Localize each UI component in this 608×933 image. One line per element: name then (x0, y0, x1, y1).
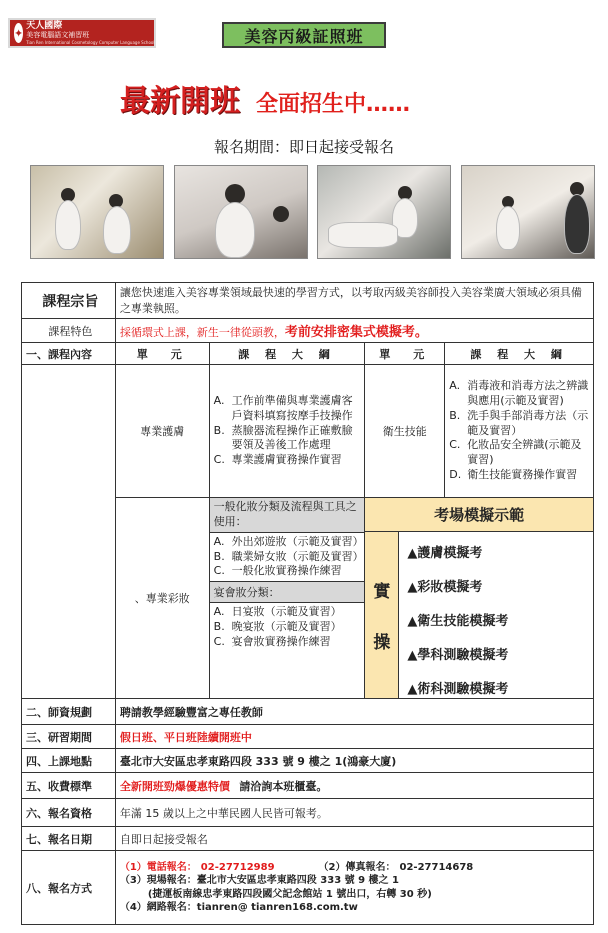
teachers-text: 聘請教學經驗豐富之專任教師 (115, 699, 593, 725)
onsite-note: (捷運板南線忠孝東路四段國父記念館站 1 號出口，右轉 30 秒) (147, 888, 432, 900)
sim-item: ▲彩妝模擬考 (407, 579, 483, 595)
course-title: 美容丙級証照班 (222, 22, 386, 48)
date-label: 七、報名日期 (22, 827, 116, 851)
school-logo (8, 18, 156, 48)
classroom-photo-1 (30, 165, 164, 259)
method-label: 八、報名方式 (22, 851, 116, 925)
unit-skincare-item: 專業護膚實務操作實習 (231, 453, 342, 467)
makeup-item: 日宴妝（示範及實習） (231, 605, 342, 619)
sim-side-char-1: 實 (373, 582, 391, 602)
exam-simulation-box (365, 498, 594, 699)
location-text: 臺北市大安區忠孝東路四段 333 號 9 樓之 1(鴻豪大廈) (115, 749, 593, 773)
headline-main: 最新開班 (120, 84, 240, 119)
unit-hygiene-item: 洗手與手部消毒方法（示範及實習） (467, 408, 589, 437)
fax-number: 02-27714678 (399, 861, 474, 873)
makeup-sub-general: 一般化妝分類及流程與工具之使用： (210, 498, 365, 533)
purpose-text: 讓您快速進入美容專業領域最快速的學習方式，以考取丙級美容師投入美容業廣大領域必須具備之專業執照。 (115, 283, 593, 319)
unit-skincare-item: 工作前準備與專業護膚客戶資料填寫按摩手技操作 (231, 393, 353, 422)
registration-period: 報名期間：即日起接受報名 (213, 138, 394, 156)
unit-skincare: 專業護膚 (115, 365, 209, 498)
teachers-label: 二、師資規劃 (22, 699, 116, 725)
unit-hygiene-item: 消毒液和消毒方法之辨識與應用(示範及實習) (467, 379, 589, 407)
fee-promo: 全新開班勁爆優惠特價 (119, 779, 230, 793)
classroom-photo-3 (317, 165, 451, 259)
schedule-text: 假日班、平日班陸續開班中 (115, 725, 593, 749)
unit-hygiene: 衛生技能 (365, 365, 445, 498)
classroom-photo-4 (461, 165, 595, 259)
onsite-address: 臺北市大安區忠孝東路四段 333 號 9 樓之 1 (196, 875, 399, 886)
classroom-photo-2 (174, 165, 308, 259)
fee-text: 請洽詢本班櫃臺。 (239, 779, 328, 793)
headline-sub: 全面招生中…… (256, 92, 411, 117)
unit-hygiene-item: 衛生技能實務操作實習 (467, 468, 578, 482)
col-unit-2: 單 元 (365, 343, 445, 365)
phone-label: （1）電話報名： (119, 861, 197, 873)
unit-skincare-item: 蒸臉器流程操作正確敷臉要領及善後工作處理 (231, 423, 353, 452)
makeup-item: 外出郊遊妝（示範及實習） (231, 534, 364, 548)
sim-item: ▲衛生技能模擬考 (407, 613, 509, 629)
location-label: 四、上課地點 (22, 749, 116, 773)
sim-item: ▲術科測驗模擬考 (407, 681, 509, 697)
course-info-table: 課程宗旨 讓您快速進入美容專業領域最快速的學習方式，以考取丙級美容師投入美容業廣大領域必須具備之專業執照。 課程特色 採循環式上課，新生一律從頭教，考前安排密集式模擬考。 一、課程內容 單 元 課 程 大 綱 單 元 課 程 大 綱 專業護膚 A. 工作前準備與專業護膚客戶資料填寫按摩手技操作 B. 蒸臉器流程操作正確敷臉要領及善後工作處理 C. 專業護膚實務操作實習 衛生技能 A. 消毒液和消毒方法之辨識與應用(示範及實習) B. 洗手與手部消毒方法（示範及實習） C. 化妝品安全辨識(示範及實習) D. 衛生技能實務操作實習 、專業彩妝 一般化妝分類及流程與工具之使用： A. 外出郊遊妝（示範及實習） B. 職業婦女妝（示範及實習） C. 一般化妝實務操作練習 宴會妝分類： A. 日宴妝（示範及實習） B. 晚宴妝（示範及實習） C. 宴會妝實務操作練習 考場模擬示範 實 操 ▲護膚模擬考 ▲彩妝模擬考 ▲衛生技能模擬考 ▲學科測驗模擬考 ▲術科測驗模擬考 二、師資規劃 聘請教學經驗豐富之專任教師 三、研習期間 假日班、平日班陸續開班中 四、上課地點 臺北市大安區忠孝東路四段 333 號 9 樓之 1(鴻豪大廈) 五、收費標準 全新開班勁爆優惠特價 請洽詢本班櫃臺。 六、報名資格 年滿 15 歲以上之中華民國人民皆可報考。 七、報名日期 自即日起接受報名 八、報名方式 （1）電話報名： 02-27712989 （2）傳真報名： 02-27714678 （3）現場報名： 臺北市大安區忠孝東路四段 333 號 9 樓之 1 (捷運板南線忠孝東路四段國父記念館站 1 號出口，右轉 30 秒) （4）網路報名： tianren@ tianren168.com.tw (21, 282, 594, 925)
content-label: 一、課程內容 (22, 343, 116, 365)
logo-emblem-icon: ✦ (14, 23, 23, 43)
photo-strip (30, 165, 595, 259)
makeup-item: 一般化妝實務操作練習 (231, 564, 342, 578)
logo-brand: 天人國際 (26, 20, 63, 31)
online-label: （4）網路報名： (119, 902, 197, 913)
col-outline-2: 課 程 大 綱 (445, 343, 594, 365)
logo-subtitle: 美容電腦語文補習班 (26, 30, 90, 39)
date-text: 自即日起接受報名 (115, 827, 593, 851)
col-unit-1: 單 元 (115, 343, 209, 365)
makeup-item: 宴會妝實務操作練習 (231, 634, 331, 648)
fax-label: （2）傳真報名： (318, 861, 396, 873)
fee-label: 五、收費標準 (22, 773, 116, 799)
registration-methods (115, 851, 593, 925)
exam-simulation-title: 考場模擬示範 (365, 498, 593, 532)
sim-item: ▲學科測驗模擬考 (407, 647, 509, 663)
purpose-label: 課程宗旨 (22, 283, 116, 319)
qualification-label: 六、報名資格 (22, 799, 116, 827)
schedule-label: 三、研習期間 (22, 725, 116, 749)
sim-side-char-2: 操 (373, 633, 391, 653)
online-email[interactable]: tianren@ tianren168.com.tw (196, 902, 358, 913)
features-highlight: 考前安排密集式模擬考。 (284, 325, 428, 340)
makeup-sub-banquet: 宴會妝分類： (210, 581, 365, 603)
unit-hygiene-item: 化妝品安全辨識(示範及實習) (467, 438, 582, 467)
phone-number[interactable]: 02-27712989 (200, 861, 275, 873)
logo-tagline: Tian Ren International Cosmetology Computer Language School (26, 39, 155, 45)
qualification-text: 年滿 15 歲以上之中華民國人民皆可報考。 (115, 799, 593, 827)
makeup-item: 職業婦女妝（示範及實習） (231, 549, 364, 563)
onsite-label: （3）現場報名： (119, 875, 197, 886)
features-label: 課程特色 (22, 319, 116, 343)
unit-makeup: 、專業彩妝 (115, 498, 209, 699)
makeup-item: 晚宴妝（示範及實習） (231, 620, 342, 634)
headline (120, 76, 520, 119)
sim-item: ▲護膚模擬考 (407, 545, 483, 561)
col-outline-1: 課 程 大 綱 (209, 343, 365, 365)
features-text: 採循環式上課，新生一律從頭教， (119, 326, 285, 339)
